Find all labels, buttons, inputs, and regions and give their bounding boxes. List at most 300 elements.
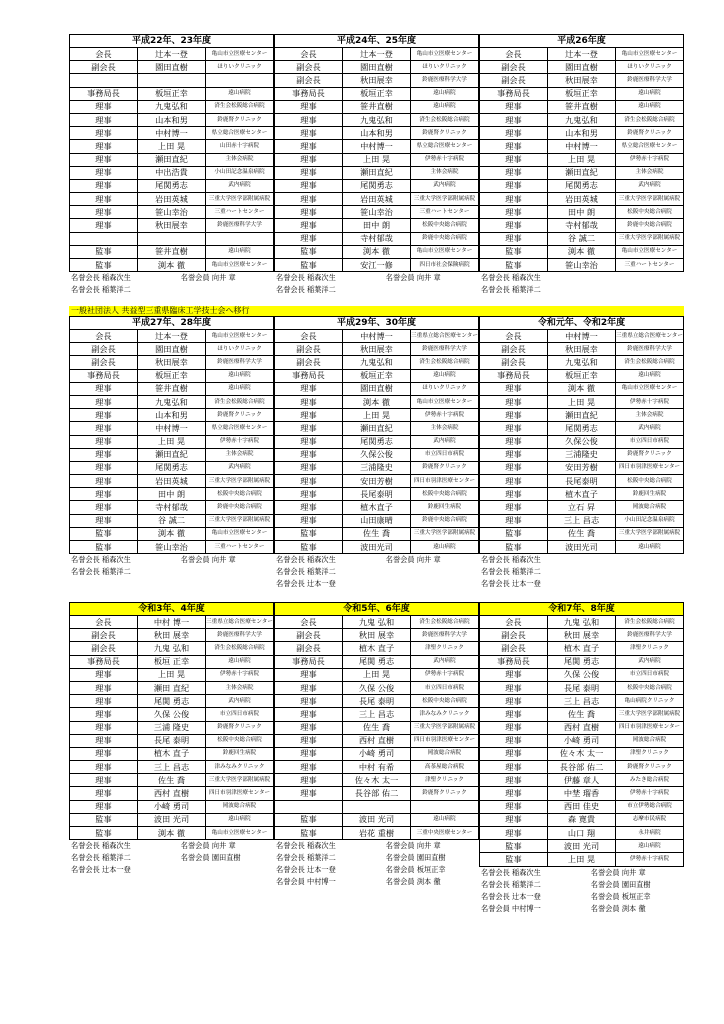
officer-row <box>480 761 684 774</box>
name-cell: 谷 誠二 <box>548 232 616 245</box>
officer-row <box>275 774 479 787</box>
role-cell: 事務局長 <box>275 87 343 100</box>
name-cell: 辻本一登 <box>138 48 206 61</box>
role-cell: 理事 <box>70 140 138 153</box>
officer-row <box>480 629 684 642</box>
name-cell: 上田 晃 <box>138 668 206 681</box>
honorary-line <box>481 284 684 296</box>
org-cell: 鈴鹿腎クリニック <box>616 448 684 461</box>
honorary-member: 名誉会長 稲森次生 <box>481 555 541 565</box>
name-cell: 尾関勇志 <box>548 422 616 435</box>
org-cell: 鈴鹿腎クリニック <box>411 461 479 474</box>
org-cell <box>206 232 274 245</box>
org-cell: 市立四日市病院 <box>411 448 479 461</box>
honorary-line <box>276 876 479 888</box>
name-cell: 尾関 勇志 <box>343 655 411 668</box>
role-cell: 副会長 <box>275 343 343 356</box>
role-cell: 監事 <box>275 813 343 826</box>
officer-row <box>70 74 274 87</box>
officer-row <box>70 369 274 382</box>
name-cell: 中埜 瑠香 <box>548 787 616 800</box>
officer-row <box>480 514 684 527</box>
role-cell: 理事 <box>70 761 138 774</box>
org-cell: 県立総合医療センター <box>411 140 479 153</box>
officer-row <box>70 708 274 721</box>
org-cell: 三重大学医学部附属病院 <box>206 193 274 206</box>
role-cell: 理事 <box>480 166 548 179</box>
honorary-member: 名誉会員 渕本 徹 <box>590 903 646 913</box>
role-cell: 理事 <box>275 382 343 395</box>
role-cell: 理事 <box>275 422 343 435</box>
role-cell: 事務局長 <box>70 655 138 668</box>
honorary-member: 名誉会長 辻本一登 <box>276 579 336 589</box>
org-cell: 済生会松阪総合病院 <box>206 395 274 408</box>
term-header: 平成27年、28年度 <box>70 317 274 330</box>
officer-row <box>70 166 274 179</box>
officer-row <box>70 245 274 258</box>
officer-row <box>480 668 684 681</box>
org-cell: 済生会松阪総合病院 <box>206 642 274 655</box>
role-cell: 理事 <box>275 435 343 448</box>
officer-row <box>275 527 479 540</box>
org-cell: ほりいクリニック <box>206 343 274 356</box>
org-cell: 岡波総合病院 <box>616 501 684 514</box>
role-cell: 理事 <box>480 435 548 448</box>
officer-row <box>275 642 479 655</box>
honorary-line <box>481 903 684 915</box>
role-cell: 事務局長 <box>480 655 548 668</box>
name-cell: 中村 博一 <box>138 616 206 629</box>
officer-row <box>70 787 274 800</box>
honorary-member: 名誉会員 園田直樹 <box>590 879 651 889</box>
org-cell: 岡波総合病院 <box>616 734 684 747</box>
name-cell: 中村博一 <box>548 140 616 153</box>
org-cell: 四日市羽津医療センター <box>206 787 274 800</box>
term-header: 平成29年、30年度 <box>275 317 479 330</box>
name-cell: 九鬼弘和 <box>138 395 206 408</box>
org-cell: 松阪中央総合病院 <box>411 695 479 708</box>
officer-row <box>480 827 684 840</box>
org-cell: 津みなみクリニック <box>411 708 479 721</box>
honorary-line <box>276 566 479 578</box>
name-cell: 長尾泰明 <box>343 488 411 501</box>
honorary-member: 名誉会長 稲森次生 <box>481 867 541 877</box>
role-cell: 理事 <box>480 813 548 826</box>
name-cell: 波田 光司 <box>343 813 411 826</box>
officer-row <box>480 193 684 206</box>
role-cell: 事務局長 <box>70 87 138 100</box>
org-cell: 四日市羽津医療センター <box>616 461 684 474</box>
org-cell: 鈴鹿医療科学大学 <box>206 629 274 642</box>
org-cell: 済生会松阪総合病院 <box>616 113 684 126</box>
org-cell: 済生会松阪総合病院 <box>616 616 684 629</box>
officer-table <box>69 34 274 272</box>
honorary-member: 名誉会員 向井 章 <box>385 273 441 283</box>
officer-row <box>480 422 684 435</box>
officer-row <box>480 721 684 734</box>
org-cell: 三重ハートセンター <box>206 541 274 554</box>
name-cell: 板垣正幸 <box>138 87 206 100</box>
honorary-member: 名誉会員 渕本 徹 <box>385 877 441 887</box>
org-cell: 遠山病院 <box>411 813 479 826</box>
role-cell: 理事 <box>275 734 343 747</box>
org-cell: 済生会松阪総合病院 <box>411 113 479 126</box>
org-cell: 三重県立総合医療センター <box>616 330 684 343</box>
officer-row <box>70 395 274 408</box>
name-cell: 久保公俊 <box>548 435 616 448</box>
term-header: 令和3年、4年度 <box>70 603 274 616</box>
honorary-member: 名誉会員 園田直樹 <box>180 853 241 863</box>
officer-row <box>480 219 684 232</box>
role-cell: 理事 <box>480 395 548 408</box>
name-cell: 九鬼弘和 <box>548 113 616 126</box>
org-cell: 伊勢赤十字病院 <box>411 668 479 681</box>
honorary-notes <box>479 554 684 590</box>
role-cell: 理事 <box>70 206 138 219</box>
org-cell: 津みなみクリニック <box>206 761 274 774</box>
honorary-member: 名誉会長 辻本一登 <box>481 579 541 589</box>
name-cell: 九鬼弘和 <box>548 356 616 369</box>
org-cell <box>206 74 274 87</box>
role-cell: 理事 <box>70 461 138 474</box>
officer-row <box>275 655 479 668</box>
org-cell: 鈴鹿中央総合病院 <box>206 501 274 514</box>
org-cell: 鈴鹿腎クリニック <box>411 787 479 800</box>
officer-row <box>480 259 684 272</box>
role-cell: 監事 <box>275 527 343 540</box>
role-cell: 理事 <box>275 395 343 408</box>
name-cell: 笹井直樹 <box>343 100 411 113</box>
officer-row <box>480 734 684 747</box>
org-cell: 主体会病院 <box>206 153 274 166</box>
term-header: 平成26年度 <box>480 35 684 48</box>
name-cell: 森 寛貴 <box>548 813 616 826</box>
role-cell: 理事 <box>480 761 548 774</box>
name-cell: 西村 直樹 <box>343 734 411 747</box>
org-cell: 鈴鹿腎クリニック <box>616 761 684 774</box>
name-cell: 久保 公俊 <box>138 708 206 721</box>
officer-row <box>275 113 479 126</box>
org-cell: 武内病院 <box>616 422 684 435</box>
officer-row <box>480 87 684 100</box>
name-cell: 上田 晃 <box>548 153 616 166</box>
officer-table <box>479 34 684 272</box>
org-cell: 鈴鹿中央総合病院 <box>616 219 684 232</box>
role-cell: 理事 <box>480 747 548 760</box>
honorary-member: 名誉会長 辻本一登 <box>71 865 131 875</box>
role-cell: 監事 <box>275 245 343 258</box>
name-cell: 上田 晃 <box>548 395 616 408</box>
org-cell: 県立総合医療センター <box>616 140 684 153</box>
officer-row <box>70 219 274 232</box>
role-cell: 理事 <box>275 461 343 474</box>
name-cell: 長尾 泰明 <box>548 681 616 694</box>
officer-row <box>275 48 479 61</box>
name-cell: 園田直樹 <box>343 61 411 74</box>
role-cell: 会長 <box>275 48 343 61</box>
officer-column <box>69 602 274 876</box>
honorary-line <box>71 840 274 852</box>
org-cell: 主体会病院 <box>616 409 684 422</box>
role-cell: 理事 <box>480 734 548 747</box>
role-cell: 理事 <box>70 435 138 448</box>
name-cell: 九鬼 弘和 <box>548 616 616 629</box>
role-cell: 理事 <box>480 127 548 140</box>
name-cell: 秋田展幸 <box>548 343 616 356</box>
officer-row <box>480 527 684 540</box>
role-cell: 理事 <box>70 193 138 206</box>
role-cell: 理事 <box>275 695 343 708</box>
name-cell: 中村 有希 <box>343 761 411 774</box>
role-cell: 副会長 <box>70 61 138 74</box>
officer-row <box>275 74 479 87</box>
honorary-line <box>481 867 684 879</box>
org-cell: 主体会病院 <box>411 422 479 435</box>
org-cell: 遠山病院 <box>616 541 684 554</box>
org-cell: 市立伊勢総合病院 <box>616 800 684 813</box>
role-cell: 理事 <box>70 166 138 179</box>
officer-row <box>70 382 274 395</box>
org-cell: 亀山市立医療センター <box>411 245 479 258</box>
name-cell: 植木直子 <box>343 501 411 514</box>
name-cell: 板垣 正幸 <box>138 655 206 668</box>
officer-row <box>480 541 684 554</box>
role-cell: 理事 <box>275 721 343 734</box>
role-cell: 理事 <box>275 787 343 800</box>
name-cell: 植木直子 <box>548 488 616 501</box>
name-cell: 秋田 展幸 <box>343 629 411 642</box>
role-cell: 副会長 <box>275 629 343 642</box>
org-cell: 鈴鹿医療科学大学 <box>411 74 479 87</box>
org-cell: 松阪中央総合病院 <box>616 206 684 219</box>
org-cell: 伊勢赤十字病院 <box>411 153 479 166</box>
name-cell: 瀬田直紀 <box>343 422 411 435</box>
org-cell: 岡波総合病院 <box>206 800 274 813</box>
org-cell: 鈴鹿腎クリニック <box>411 127 479 140</box>
name-cell: 園田直樹 <box>343 382 411 395</box>
role-cell: 理事 <box>70 800 138 813</box>
officer-row <box>275 501 479 514</box>
officer-row <box>275 541 479 554</box>
name-cell: 波田光司 <box>343 541 411 554</box>
role-cell: 理事 <box>275 475 343 488</box>
name-cell: 岩田英城 <box>138 193 206 206</box>
role-cell: 理事 <box>480 827 548 840</box>
org-cell: 亀山市立医療センター <box>411 48 479 61</box>
name-cell: 上田 晃 <box>343 409 411 422</box>
officer-row <box>275 514 479 527</box>
name-cell: 笹井直樹 <box>138 245 206 258</box>
name-cell: 長尾泰明 <box>548 475 616 488</box>
role-cell: 事務局長 <box>480 369 548 382</box>
org-cell: 武内病院 <box>206 179 274 192</box>
honorary-member: 名誉会長 稲葉洋二 <box>481 567 541 577</box>
officer-row <box>70 813 274 826</box>
name-cell: 秋田 展幸 <box>138 629 206 642</box>
name-cell: 三上 昌志 <box>548 514 616 527</box>
honorary-line <box>276 864 479 876</box>
honorary-line <box>276 852 479 864</box>
honorary-member: 名誉会長 稲森次生 <box>276 555 336 565</box>
org-cell: 岡波総合病院 <box>411 747 479 760</box>
officer-row <box>275 330 479 343</box>
honorary-line <box>481 879 684 891</box>
officer-row <box>480 448 684 461</box>
role-cell: 会長 <box>480 616 548 629</box>
org-cell: 鈴鹿回生病院 <box>411 501 479 514</box>
officer-row <box>480 113 684 126</box>
role-cell: 監事 <box>480 541 548 554</box>
org-cell: 三重ハートセンター <box>616 259 684 272</box>
org-cell: 三重大学医学部附属病院 <box>206 475 274 488</box>
officer-row <box>70 48 274 61</box>
officer-table <box>69 316 274 554</box>
org-cell: 四日市社会保険病院 <box>411 259 479 272</box>
role-cell: 理事 <box>480 774 548 787</box>
name-cell: 渕本 徹 <box>138 259 206 272</box>
role-cell: 理事 <box>480 219 548 232</box>
role-cell: 会長 <box>70 616 138 629</box>
role-cell: 監事 <box>70 259 138 272</box>
name-cell: 板垣正幸 <box>343 87 411 100</box>
name-cell: 尾関 勇志 <box>548 655 616 668</box>
name-cell: 佐生 喬 <box>548 708 616 721</box>
name-cell: 渕本 徹 <box>343 395 411 408</box>
org-cell: 四日市羽津医療センター <box>616 721 684 734</box>
officer-row <box>70 616 274 629</box>
role-cell: 理事 <box>275 166 343 179</box>
role-cell: 理事 <box>275 100 343 113</box>
org-cell: 山田赤十字病院 <box>206 140 274 153</box>
officer-row <box>480 488 684 501</box>
honorary-member: 名誉会長 稲森次生 <box>71 841 131 851</box>
honorary-line <box>481 272 684 284</box>
org-cell: 鈴鹿医療科学大学 <box>411 629 479 642</box>
officer-column <box>274 602 479 888</box>
name-cell: 尾関勇志 <box>343 435 411 448</box>
name-cell: 植木 直子 <box>548 642 616 655</box>
name-cell: 西村 直樹 <box>548 721 616 734</box>
officer-row <box>275 681 479 694</box>
officer-row <box>275 232 479 245</box>
officer-row <box>70 343 274 356</box>
role-cell: 理事 <box>480 409 548 422</box>
officer-row <box>275 343 479 356</box>
org-cell: 鈴鹿医療科学大学 <box>206 356 274 369</box>
name-cell: 佐々木 太一 <box>548 747 616 760</box>
honorary-member: 名誉会員 板垣正幸 <box>590 891 651 901</box>
officer-row <box>275 734 479 747</box>
honorary-notes <box>69 272 274 296</box>
role-cell: 理事 <box>70 668 138 681</box>
name-cell: 秋田展幸 <box>343 343 411 356</box>
org-cell: みたき総合病院 <box>616 774 684 787</box>
role-cell: 理事 <box>70 219 138 232</box>
org-cell: 伊勢赤十字病院 <box>616 153 684 166</box>
name-cell: 長尾 泰明 <box>343 695 411 708</box>
org-cell: 遠山病院 <box>206 369 274 382</box>
name-cell: 笹山幸治 <box>138 206 206 219</box>
name-cell: 秋田展幸 <box>138 356 206 369</box>
officer-row <box>70 140 274 153</box>
org-cell: 鈴鹿医療科学大学 <box>616 343 684 356</box>
officer-row <box>275 435 479 448</box>
role-cell: 事務局長 <box>275 655 343 668</box>
officer-column <box>69 34 274 296</box>
name-cell: 上田 晃 <box>548 853 616 866</box>
org-cell: 津聖クリニック <box>616 642 684 655</box>
role-cell: 理事 <box>70 514 138 527</box>
officer-row <box>275 629 479 642</box>
org-cell: 三重大学医学部附属病院 <box>411 721 479 734</box>
term-header: 平成24年、25年度 <box>275 35 479 48</box>
role-cell: 理事 <box>480 193 548 206</box>
officer-column <box>479 316 684 590</box>
org-cell: 三重大学医学部附属病院 <box>411 527 479 540</box>
org-cell: ほりいクリニック <box>206 61 274 74</box>
org-cell: 三重大学医学部附属病院 <box>206 774 274 787</box>
officer-row <box>480 708 684 721</box>
officer-row <box>480 343 684 356</box>
role-cell: 副会長 <box>275 642 343 655</box>
officer-row <box>275 179 479 192</box>
name-cell: 園田直樹 <box>138 61 206 74</box>
role-cell: 理事 <box>480 113 548 126</box>
name-cell: 山口 翔 <box>548 827 616 840</box>
honorary-member: 名誉会員 向井 章 <box>590 867 646 877</box>
name-cell: 瀬田直紀 <box>548 166 616 179</box>
name-cell: 板垣正幸 <box>138 369 206 382</box>
honorary-line <box>71 852 274 864</box>
role-cell: 理事 <box>275 153 343 166</box>
officer-column <box>479 34 684 296</box>
name-cell: 寺村郁哉 <box>343 232 411 245</box>
officer-row <box>480 501 684 514</box>
name-cell: 瀬田 直紀 <box>138 681 206 694</box>
role-cell: 副会長 <box>480 356 548 369</box>
name-cell: 上田 晃 <box>138 140 206 153</box>
officer-row <box>70 87 274 100</box>
honorary-member: 名誉会長 稲葉洋二 <box>71 853 131 863</box>
officer-row <box>275 245 479 258</box>
name-cell: 立石 昇 <box>548 501 616 514</box>
officer-row <box>480 787 684 800</box>
officer-row <box>275 827 479 840</box>
org-cell: 松阪中央総合病院 <box>616 475 684 488</box>
org-cell: 主体会病院 <box>411 166 479 179</box>
name-cell: 岩花 重樹 <box>343 827 411 840</box>
name-cell: 瀬田直紀 <box>138 448 206 461</box>
name-cell: 上田 晃 <box>343 153 411 166</box>
name-cell: 寺村郁哉 <box>138 501 206 514</box>
section-r3-r8 <box>69 602 684 915</box>
org-cell: 三重ハートセンター <box>206 206 274 219</box>
officer-row <box>480 100 684 113</box>
org-cell: 松阪中央総合病院 <box>206 734 274 747</box>
honorary-member: 名誉会員 向井 章 <box>180 841 236 851</box>
org-cell: 武内病院 <box>411 435 479 448</box>
org-cell: 伊勢赤十字病院 <box>616 787 684 800</box>
honorary-notes <box>274 554 479 590</box>
officer-row <box>70 541 274 554</box>
org-cell: 遠山病院 <box>411 87 479 100</box>
officer-row <box>275 761 479 774</box>
officer-row <box>70 461 274 474</box>
officer-row <box>70 774 274 787</box>
officer-row <box>70 409 274 422</box>
role-cell: 監事 <box>480 840 548 853</box>
org-cell: 亀山市立医療センター <box>616 382 684 395</box>
